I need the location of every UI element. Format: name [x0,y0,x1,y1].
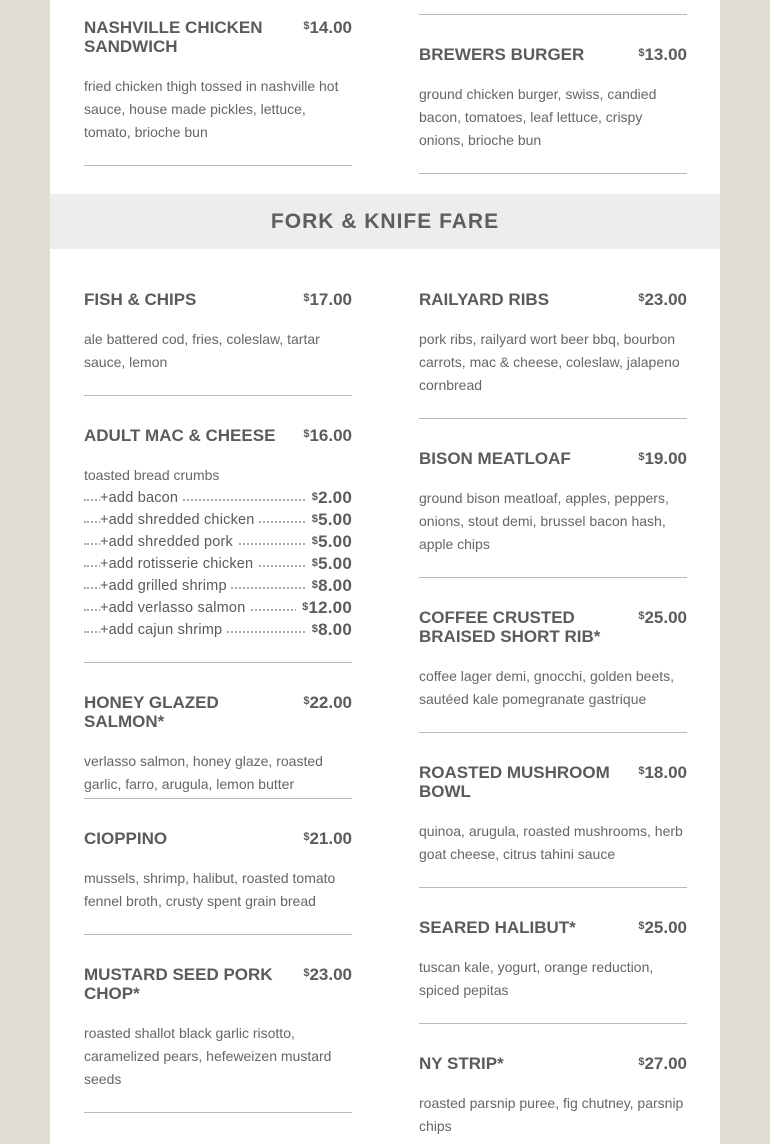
item-header [84,290,352,309]
divider [419,14,687,15]
menu-item-coffee-crusted-braised-short-rib [419,608,687,711]
addon-row: +add shredded pork $5.00 [84,531,352,553]
item-price: $18.00 [638,763,687,782]
item-description: ground bison meatloaf, apples, peppers, onions, stout demi, brussel bacon hash, apple chips [419,490,669,552]
divider [84,662,352,663]
item-header [419,45,687,64]
item-name: FISH & CHIPS [84,290,197,309]
addon-row: +add cajun shrimp $8.00 [84,619,352,641]
item-header [419,1054,687,1073]
addon-row: +add rotisserie chicken $5.00 [84,553,352,575]
item-description: fried chicken thigh tossed in nashville hot sauce, house made pickles, lettuce, tomato, brioche bun [84,78,339,140]
item-description: roasted shallot black garlic risotto, caramelized pears, hefeweizen mustard seeds [84,1025,332,1087]
item-price: $25.00 [638,608,687,627]
item-price: $25.00 [638,918,687,937]
addon-list [84,487,352,641]
item-description: tuscan kale, yogurt, orange reduction, spiced pepitas [419,959,654,998]
item-price: $19.00 [638,449,687,468]
item-header [84,18,352,56]
item-header [419,608,687,646]
item-header [419,763,687,801]
item-price: $23.00 [638,290,687,309]
item-name: MUSTARD SEED PORK CHOP* [84,965,273,1003]
divider [419,173,687,174]
divider [84,798,352,799]
item-price: $27.00 [638,1054,687,1073]
menu-item-honey-glazed-salmon [84,693,352,796]
menu-item-bison-meatloaf [419,449,687,556]
item-name: SEARED HALIBUT* [419,918,576,937]
item-name: ADULT MAC & CHEESE [84,426,276,445]
item-price: $16.00 [303,426,352,445]
item-price: $21.00 [303,829,352,848]
addon-row: +add grilled shrimp $8.00 [84,575,352,597]
item-description: ale battered cod, fries, coleslaw, tartar sauce, lemon [84,331,320,370]
item-description: roasted parsnip puree, fig chutney, parsnip chips [419,1095,684,1134]
menu-item-adult-mac-and-cheese [84,426,352,641]
divider [419,887,687,888]
menu-item-nashville-chicken-sandwich [84,18,352,144]
item-name: HONEY GLAZED SALMON* [84,693,219,731]
section-title: FORK & KNIFE FARE [270,210,500,233]
menu-item-cioppino [84,829,352,913]
menu-item-seared-halibut [419,918,687,1002]
divider [419,732,687,733]
divider [84,934,352,935]
menu-item-roasted-mushroom-bowl [419,763,687,866]
item-price: $23.00 [303,965,352,984]
item-name: CIOPPINO [84,829,168,848]
item-name: ROASTED MUSHROOM BOWL [419,763,610,801]
item-header [419,290,687,309]
item-name: BREWERS BURGER [419,45,585,64]
item-header [419,449,687,468]
item-price: $14.00 [303,18,352,37]
item-name: COFFEE CRUSTED BRAISED SHORT RIB* [419,608,601,646]
menu-page [50,0,720,1144]
menu-item-mustard-seed-pork-chop [84,965,352,1091]
divider [419,418,687,419]
item-description: mussels, shrimp, halibut, roasted tomato fennel broth, crusty spent grain bread [84,870,336,909]
menu-item-railyard-ribs [419,290,687,397]
item-price: $22.00 [303,693,352,712]
divider [84,1112,352,1113]
item-header [84,426,352,445]
divider [84,165,352,166]
divider [419,1023,687,1024]
divider [419,577,687,578]
item-header [419,918,687,937]
item-name: NASHVILLE CHICKEN SANDWICH [84,18,263,56]
item-description: ground chicken burger, swiss, candied bacon, tomatoes, leaf lettuce, crispy onions, brioche bun [419,86,657,148]
menu-item-ny-strip [419,1054,687,1138]
item-description: toasted bread crumbs [84,467,220,483]
item-price: $17.00 [303,290,352,309]
item-description: pork ribs, railyard wort beer bbq, bourbon carrots, mac & cheese, coleslaw, jalapeno cornbread [419,331,680,393]
item-description: coffee lager demi, gnocchi, golden beets, sautéed kale pomegranate gastrique [419,668,675,707]
item-description: verlasso salmon, honey glaze, roasted garlic, farro, arugula, lemon butter [84,753,323,792]
item-description: quinoa, arugula, roasted mushrooms, herb goat cheese, citrus tahini sauce [419,823,683,862]
addon-row: +add shredded chicken $5.00 [84,509,352,531]
item-name: BISON MEATLOAF [419,449,571,468]
addon-row: +add verlasso salmon $12.00 [84,597,352,619]
item-header [84,693,352,731]
item-price: $13.00 [638,45,687,64]
section-header [50,194,720,249]
item-name: RAILYARD RIBS [419,290,550,309]
item-header [84,829,352,848]
divider [84,395,352,396]
item-name: NY STRIP* [419,1054,504,1073]
menu-item-brewers-burger [419,45,687,152]
addon-row: +add bacon $2.00 [84,487,352,509]
item-header [84,965,352,1003]
menu-item-fish-and-chips [84,290,352,374]
